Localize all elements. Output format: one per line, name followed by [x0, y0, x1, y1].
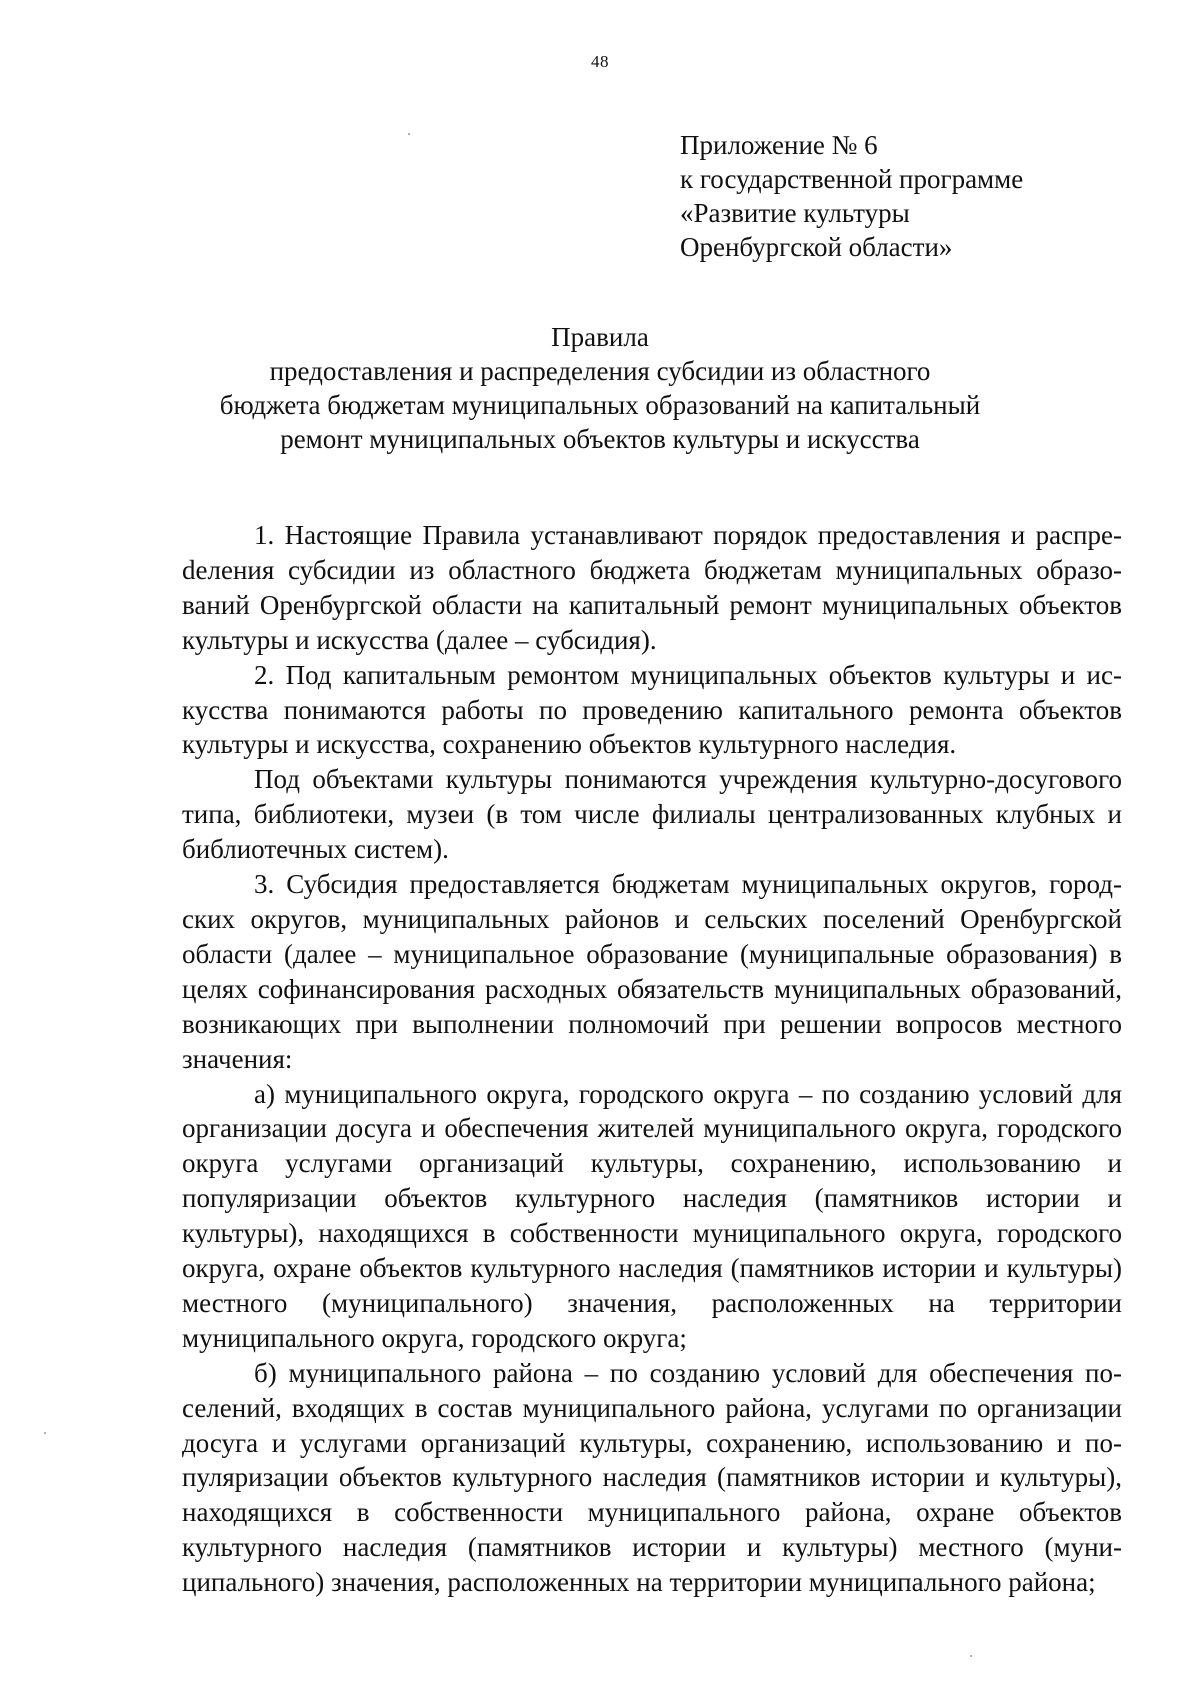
scan-speck	[408, 133, 410, 135]
title-subtitle-line: бюджета бюджетам муниципальных образований на капитальный	[219, 390, 981, 420]
appendix-line: к государственной программе	[680, 164, 1024, 194]
document-body	[182, 518, 1122, 1600]
paragraph-1: 1. Настоящие Правила устанавливают порядок предоставления и распреdеления субсидии из областного бюджета бюджетам муниципальных образований Оренбургской области на капитальный ремонт муниципальных объектов культуры и искусства (далее – субсидия).	[182, 520, 1122, 655]
paragraph-2-objects: Под объектами культуры понимаются учреждения культурно-досугового типа, библиотеки, музеи (в том числе филиалы централизованных клубных и библиотечных систем).	[182, 764, 1122, 865]
title-heading: Правила	[551, 322, 649, 352]
paragraph-3b: б) муниципального района – по созданию условий для обеспечения поселений, входящих в состав муниципального района, услугами по организации досуга и услугами организаций культуры, сохранению, использованию и популяризации объектов культурного наследия (памятников истории и культуры), находящихся в собственности муниципального района, охране объектов культурного наследия (памятников истории и культуры) местного (муниципального) значения, расположенных на территории муниципального района;	[182, 1357, 1122, 1598]
paragraph-3a: а) муниципального округа, городского округа – по созданию условий для организации досуга и обеспечения жителей муниципального округа, городского округа услугами организаций культуры, сохранению, использованию и популяризации объектов культурного наследия (памятников истории и культуры), находящихся в собственности муниципального округа, городского округа, охране объектов культурного наследия (памятников истории и культуры) местного (муниципального) значения, расположенных на территории муниципального округа, городского округа;	[182, 1078, 1122, 1353]
document-title	[120, 320, 1080, 456]
appendix-line: Оренбургской области»	[680, 232, 953, 262]
page-number: 48	[591, 52, 609, 71]
paragraph-3: 3. Субсидия предоставляется бюджетам муниципальных округов, городских округов, муниципальных районов и сельских поселений Оренбургской области (далее – муниципальное образование (муниципальные образования) в целях софинансирования расходных обязательств муниципальных образований, возникающих при выполнении полномочий при решении вопросов местного значения:	[182, 869, 1122, 1074]
paragraph-2: 2. Под капитальным ремонтом муниципальных объектов культуры и искусства понимаются работы по проведению капитального ремонта объектов культуры и искусства, сохранению объектов культурного наследия.	[182, 659, 1122, 760]
appendix-line: Приложение № 6	[680, 130, 878, 160]
scan-speck	[970, 1655, 972, 1657]
title-subtitle-line: предоставления и распределения субсидии из областного	[269, 356, 931, 386]
title-subtitle-line: ремонт муниципальных объектов культуры и искусства	[280, 424, 920, 454]
appendix-reference	[680, 128, 1140, 264]
scan-speck	[44, 1432, 46, 1434]
appendix-line: «Развитие культуры	[680, 198, 910, 228]
